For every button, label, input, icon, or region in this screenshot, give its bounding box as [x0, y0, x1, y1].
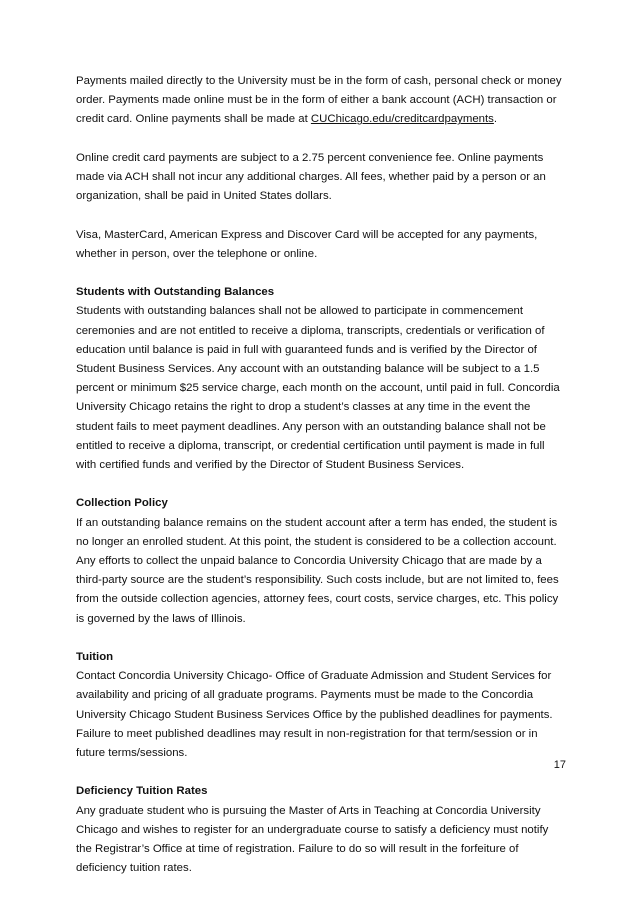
page-number: 17 [553, 759, 566, 771]
payment-methods-paragraph [76, 72, 566, 130]
collection-policy-section [76, 494, 566, 628]
deficiency-tuition-heading: Deficiency Tuition Rates [76, 785, 208, 798]
page-content [76, 72, 566, 898]
outstanding-balances-section [76, 283, 566, 475]
outstanding-balances-body: Students with outstanding balances shall not be allowed to participate in commencement ceremonies and are not entitled to receive a diploma, transcripts, credentials or verification of education until balance is paid in full with guaranteed funds and is verified by the Director of Student Business Services. Any account with an outstanding balance will be subject to a 1.5 percent or minimum $25 service charge, each month on the account, until paid in full. Concordia University Chicago retains the right to drop a student’s classes at any time in the event the student fails to meet payment deadlines. Any person with an outstanding balance shall not be entitled to receive a diploma, transcript, or credential certification until payment is made in full with certified funds and verified by the Director of Student Business Services. [76, 305, 560, 472]
accepted-cards-paragraph: Visa, MasterCard, American Express and Discover Card will be accepted for any payments, whether in person, over the telephone or online. [76, 228, 538, 260]
payment-methods-end: . [493, 113, 498, 126]
convenience-fee-paragraph: Online credit card payments are subject to a 2.75 percent convenience fee. Online payments made via ACH shall not incur any additional charges. All fees, whether paid by a person or an organization, shall be paid in United States dollars. [76, 151, 546, 203]
credit-card-payments-link[interactable]: CUChicago.edu/creditcardpayments [310, 113, 494, 126]
payment-methods-text: Payments mailed directly to the University must be in the form of cash, personal check or money order. Payments made online must be in the form of either a bank account (ACH) transaction or credit card. Online payments shall be made at [76, 75, 562, 126]
deficiency-tuition-body: Any graduate student who is pursuing the Master of Arts in Teaching at Concordia University Chicago and wishes to register for an undergraduate course to satisfy a deficiency must notify the Registrar’s Office at time of registration. Failure to do so will result in the forfeiture of deficiency tuition rates. [76, 804, 549, 875]
collection-policy-heading: Collection Policy [76, 497, 168, 510]
tuition-section [76, 648, 566, 763]
tuition-body: Contact Concordia University Chicago- Office of Graduate Admission and Student Services for availability and pricing of all graduate programs. Payments must be made to the Concordia University Chicago Student Business Services Office by the published deadlines for payments. Failure to meet published deadlines may result in non-registration for that term/session or in future terms/sessions. [76, 670, 553, 760]
outstanding-balances-heading: Students with Outstanding Balances [76, 286, 275, 299]
deficiency-tuition-section [76, 782, 566, 878]
tuition-heading: Tuition [76, 651, 114, 664]
collection-policy-body: If an outstanding balance remains on the student account after a term has ended, the student is no longer an enrolled student. At this point, the student is considered to be a collection account. Any efforts to collect the unpaid balance to Concordia University Chicago that are made by a third-party source are the student’s responsibility. Such costs include, but are not limited to, fees from the outside collection agencies, attorney fees, court costs, service charges, etc. This policy is governed by the laws of Illinois. [76, 516, 559, 625]
